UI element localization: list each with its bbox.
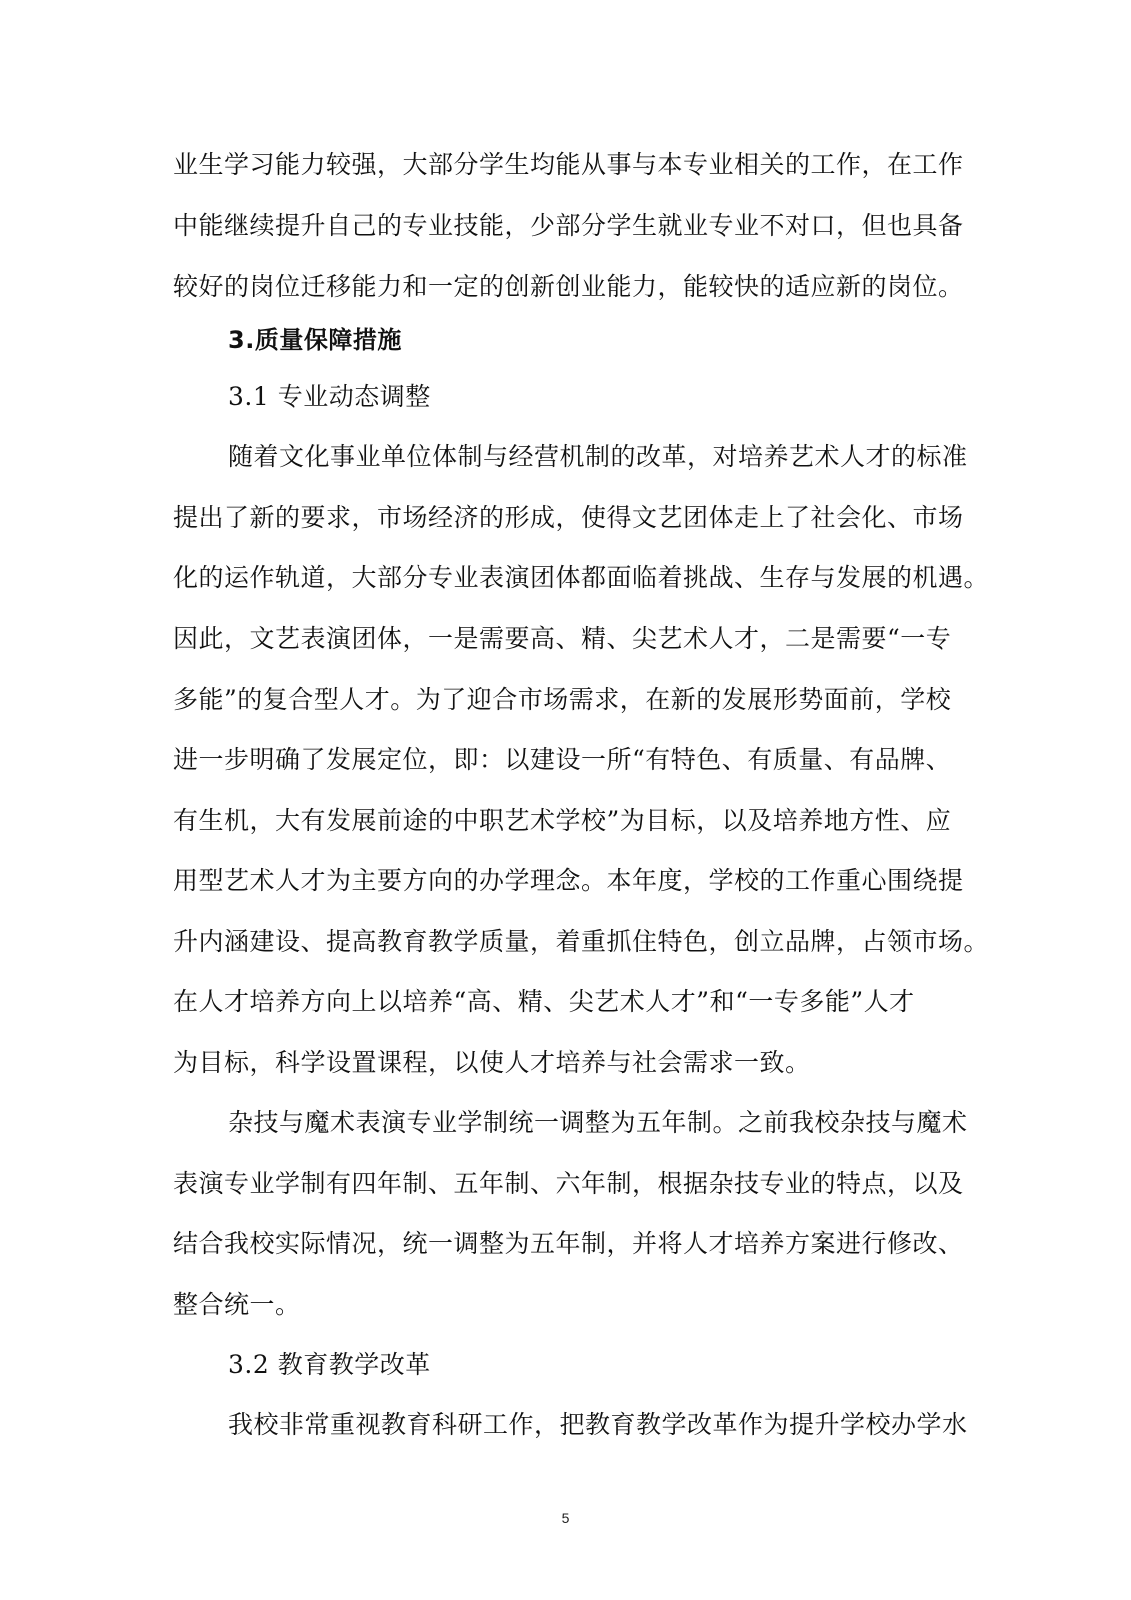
paragraph-line: 多能”的复合型人才。为了迎合市场需求，在新的发展形势面前，学校 (173, 685, 952, 714)
subsection-heading: 3.2 教育教学改革 (228, 1350, 431, 1379)
page-number: 5 (561, 1510, 570, 1526)
paragraph-line: 化的运作轨道，大部分专业表演团体都面临着挑战、生存与发展的机遇。 (173, 563, 990, 592)
paragraph-line: 用型艺术人才为主要方向的办学理念。本年度，学校的工作重心围绕提 (173, 866, 964, 895)
paragraph-line: 中能继续提升自己的专业技能，少部分学生就业专业不对口，但也具备 (173, 211, 964, 240)
paragraph-line: 结合我校实际情况，统一调整为五年制，并将人才培养方案进行修改、 (173, 1229, 964, 1258)
paragraph-line: 整合统一。 (173, 1290, 301, 1319)
paragraph-line: 进一步明确了发展定位，即：以建设一所“有特色、有质量、有品牌、 (173, 745, 952, 774)
paragraph-line: 在人才培养方向上以培养“高、精、尖艺术人才”和“一专多能”人才 (173, 987, 915, 1016)
paragraph-line: 随着文化事业单位体制与经营机制的改革，对培养艺术人才的标准 (228, 442, 968, 471)
paragraph-line: 我校非常重视教育科研工作，把教育教学改革作为提升学校办学水 (228, 1410, 968, 1439)
paragraph-line: 提出了新的要求，市场经济的形成，使得文艺团体走上了社会化、市场 (173, 503, 964, 532)
paragraph-line: 杂技与魔术表演专业学制统一调整为五年制。之前我校杂技与魔术 (228, 1108, 968, 1137)
paragraph-line: 业生学习能力较强，大部分学生均能从事与本专业相关的工作，在工作 (173, 150, 964, 179)
paragraph-line: 有生机，大有发展前途的中职艺术学校”为目标，以及培养地方性、应 (173, 806, 952, 835)
subsection-heading: 3.1 专业动态调整 (228, 382, 431, 411)
section-heading: 3.质量保障措施 (228, 326, 402, 354)
paragraph-line: 因此，文艺表演团体，一是需要高、精、尖艺术人才，二是需要“一专 (173, 624, 952, 653)
paragraph-line: 升内涵建设、提高教育教学质量，着重抓住特色，创立品牌，占领市场。 (173, 927, 990, 956)
paragraph-line: 表演专业学制有四年制、五年制、六年制，根据杂技专业的特点，以及 (173, 1169, 964, 1198)
paragraph-line: 较好的岗位迁移能力和一定的创新创业能力，能较快的适应新的岗位。 (173, 272, 964, 301)
paragraph-line: 为目标，科学设置课程，以使人才培养与社会需求一致。 (173, 1048, 811, 1077)
